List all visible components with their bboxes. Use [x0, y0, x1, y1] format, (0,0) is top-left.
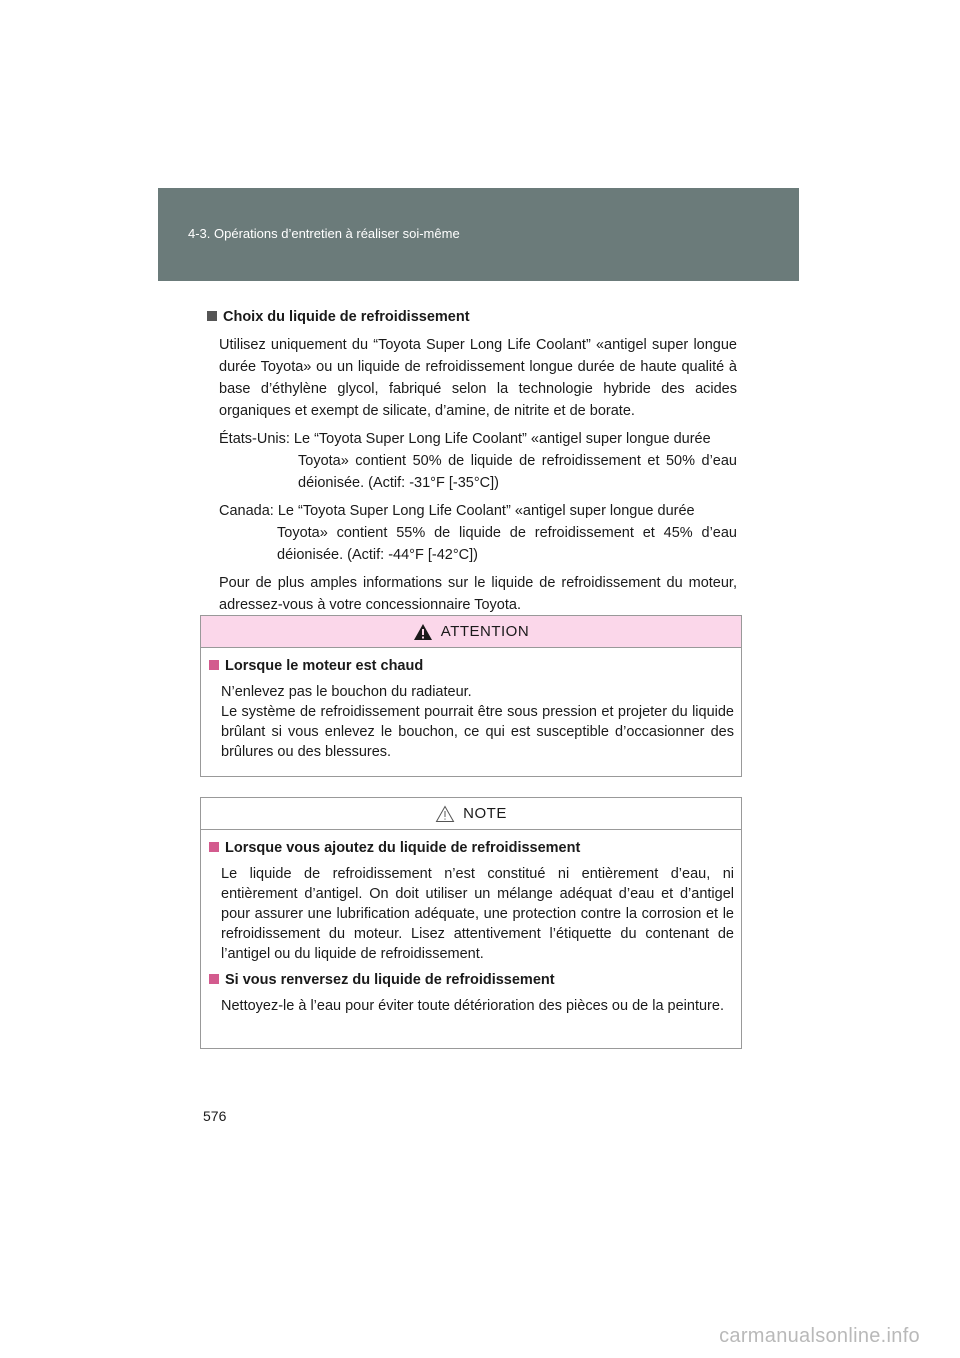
note-header: [201, 798, 741, 830]
canada-label: Canada:: [219, 503, 274, 519]
section-title: 4-3. Opérations d’entretien à réaliser soi-même: [188, 226, 460, 241]
page-number: 576: [203, 1108, 227, 1124]
attention-heading-row: [209, 656, 734, 676]
caution-triangle-icon: [435, 805, 455, 823]
section-header: [158, 188, 799, 281]
attention-heading: Lorsque le moteur est chaud: [225, 658, 424, 674]
bullet-square-icon: [207, 311, 217, 321]
note-heading1: Lorsque vous ajoutez du liquide de refroidissement: [225, 840, 581, 856]
us-line1: Le “Toyota Super Long Life Coolant” «antigel super longue durée: [293, 431, 711, 447]
coolant-heading-row: [207, 306, 737, 328]
us-spec-row: [219, 428, 737, 450]
attention-header: [201, 616, 741, 648]
us-line2: Toyota» contient 50% de liquide de refroidissement et 50% d’eau déionisée. (Actif: -31°F [-35°C]): [298, 453, 737, 491]
note-heading2-row: [209, 970, 734, 990]
attention-line2: Le système de refroidissement pourrait être sous pression et projeter du liquide brûlant si vous enlevez le bouchon, ce qui est susceptible d’occasionner des brûlures ou des blessures.: [221, 704, 734, 760]
note-heading2: Si vous renversez du liquide de refroidissement: [225, 972, 555, 988]
note-text1: Le liquide de refroidissement n’est constitué ni entièrement d’eau, ni entièrement d’antigel. On doit utiliser un mélange adéquat d’eau et d’antigel pour assurer une lubrification adéquate, une protection contre la corrosion et le refroidissement du moteur. Lisez attentivement l’étiquette du contenant de l’antigel ou du liquide de refroidissement.: [221, 866, 734, 962]
attention-title: ATTENTION: [440, 623, 530, 640]
coolant-heading: Choix du liquide de refroidissement: [223, 309, 470, 325]
attention-box: [200, 615, 742, 777]
note-title: NOTE: [463, 805, 507, 822]
coolant-section: [207, 306, 737, 616]
canada-line1: Le “Toyota Super Long Life Coolant” «antigel super longue durée: [277, 503, 695, 519]
coolant-intro: Utilisez uniquement du “Toyota Super Long Life Coolant” «antigel super longue durée Toyota» ou un liquide de refroidissement longue durée de haute qualité à base d’éthylène glycol, fabriqué selon la technologie hybride des acides organiques et exempt de silicate, d’amine, de nitrite et de borate.: [219, 337, 737, 419]
us-label: États-Unis:: [219, 431, 290, 447]
coolant-outro: Pour de plus amples informations sur le liquide de refroidissement du moteur, adressez-vous à votre concessionnaire Toyota.: [219, 575, 737, 613]
note-heading1-row: [209, 838, 734, 858]
note-text2: Nettoyez-le à l’eau pour éviter toute détérioration des pièces ou de la peinture.: [221, 998, 724, 1014]
attention-body: [201, 648, 741, 774]
note-box: [200, 797, 742, 1049]
canada-spec-row: [219, 500, 737, 522]
bullet-square-icon: [209, 974, 219, 984]
attention-line1: N’enlevez pas le bouchon du radiateur.: [221, 684, 472, 700]
bullet-square-icon: [209, 660, 219, 670]
canada-line2: Toyota» contient 55% de liquide de refroidissement et 45% d’eau déionisée. (Actif: -44°F [-42°C]): [277, 525, 737, 563]
watermark: carmanualsonline.info: [719, 1325, 920, 1347]
note-body: [201, 830, 741, 1028]
warning-triangle-icon: [413, 623, 433, 641]
bullet-square-icon: [209, 842, 219, 852]
